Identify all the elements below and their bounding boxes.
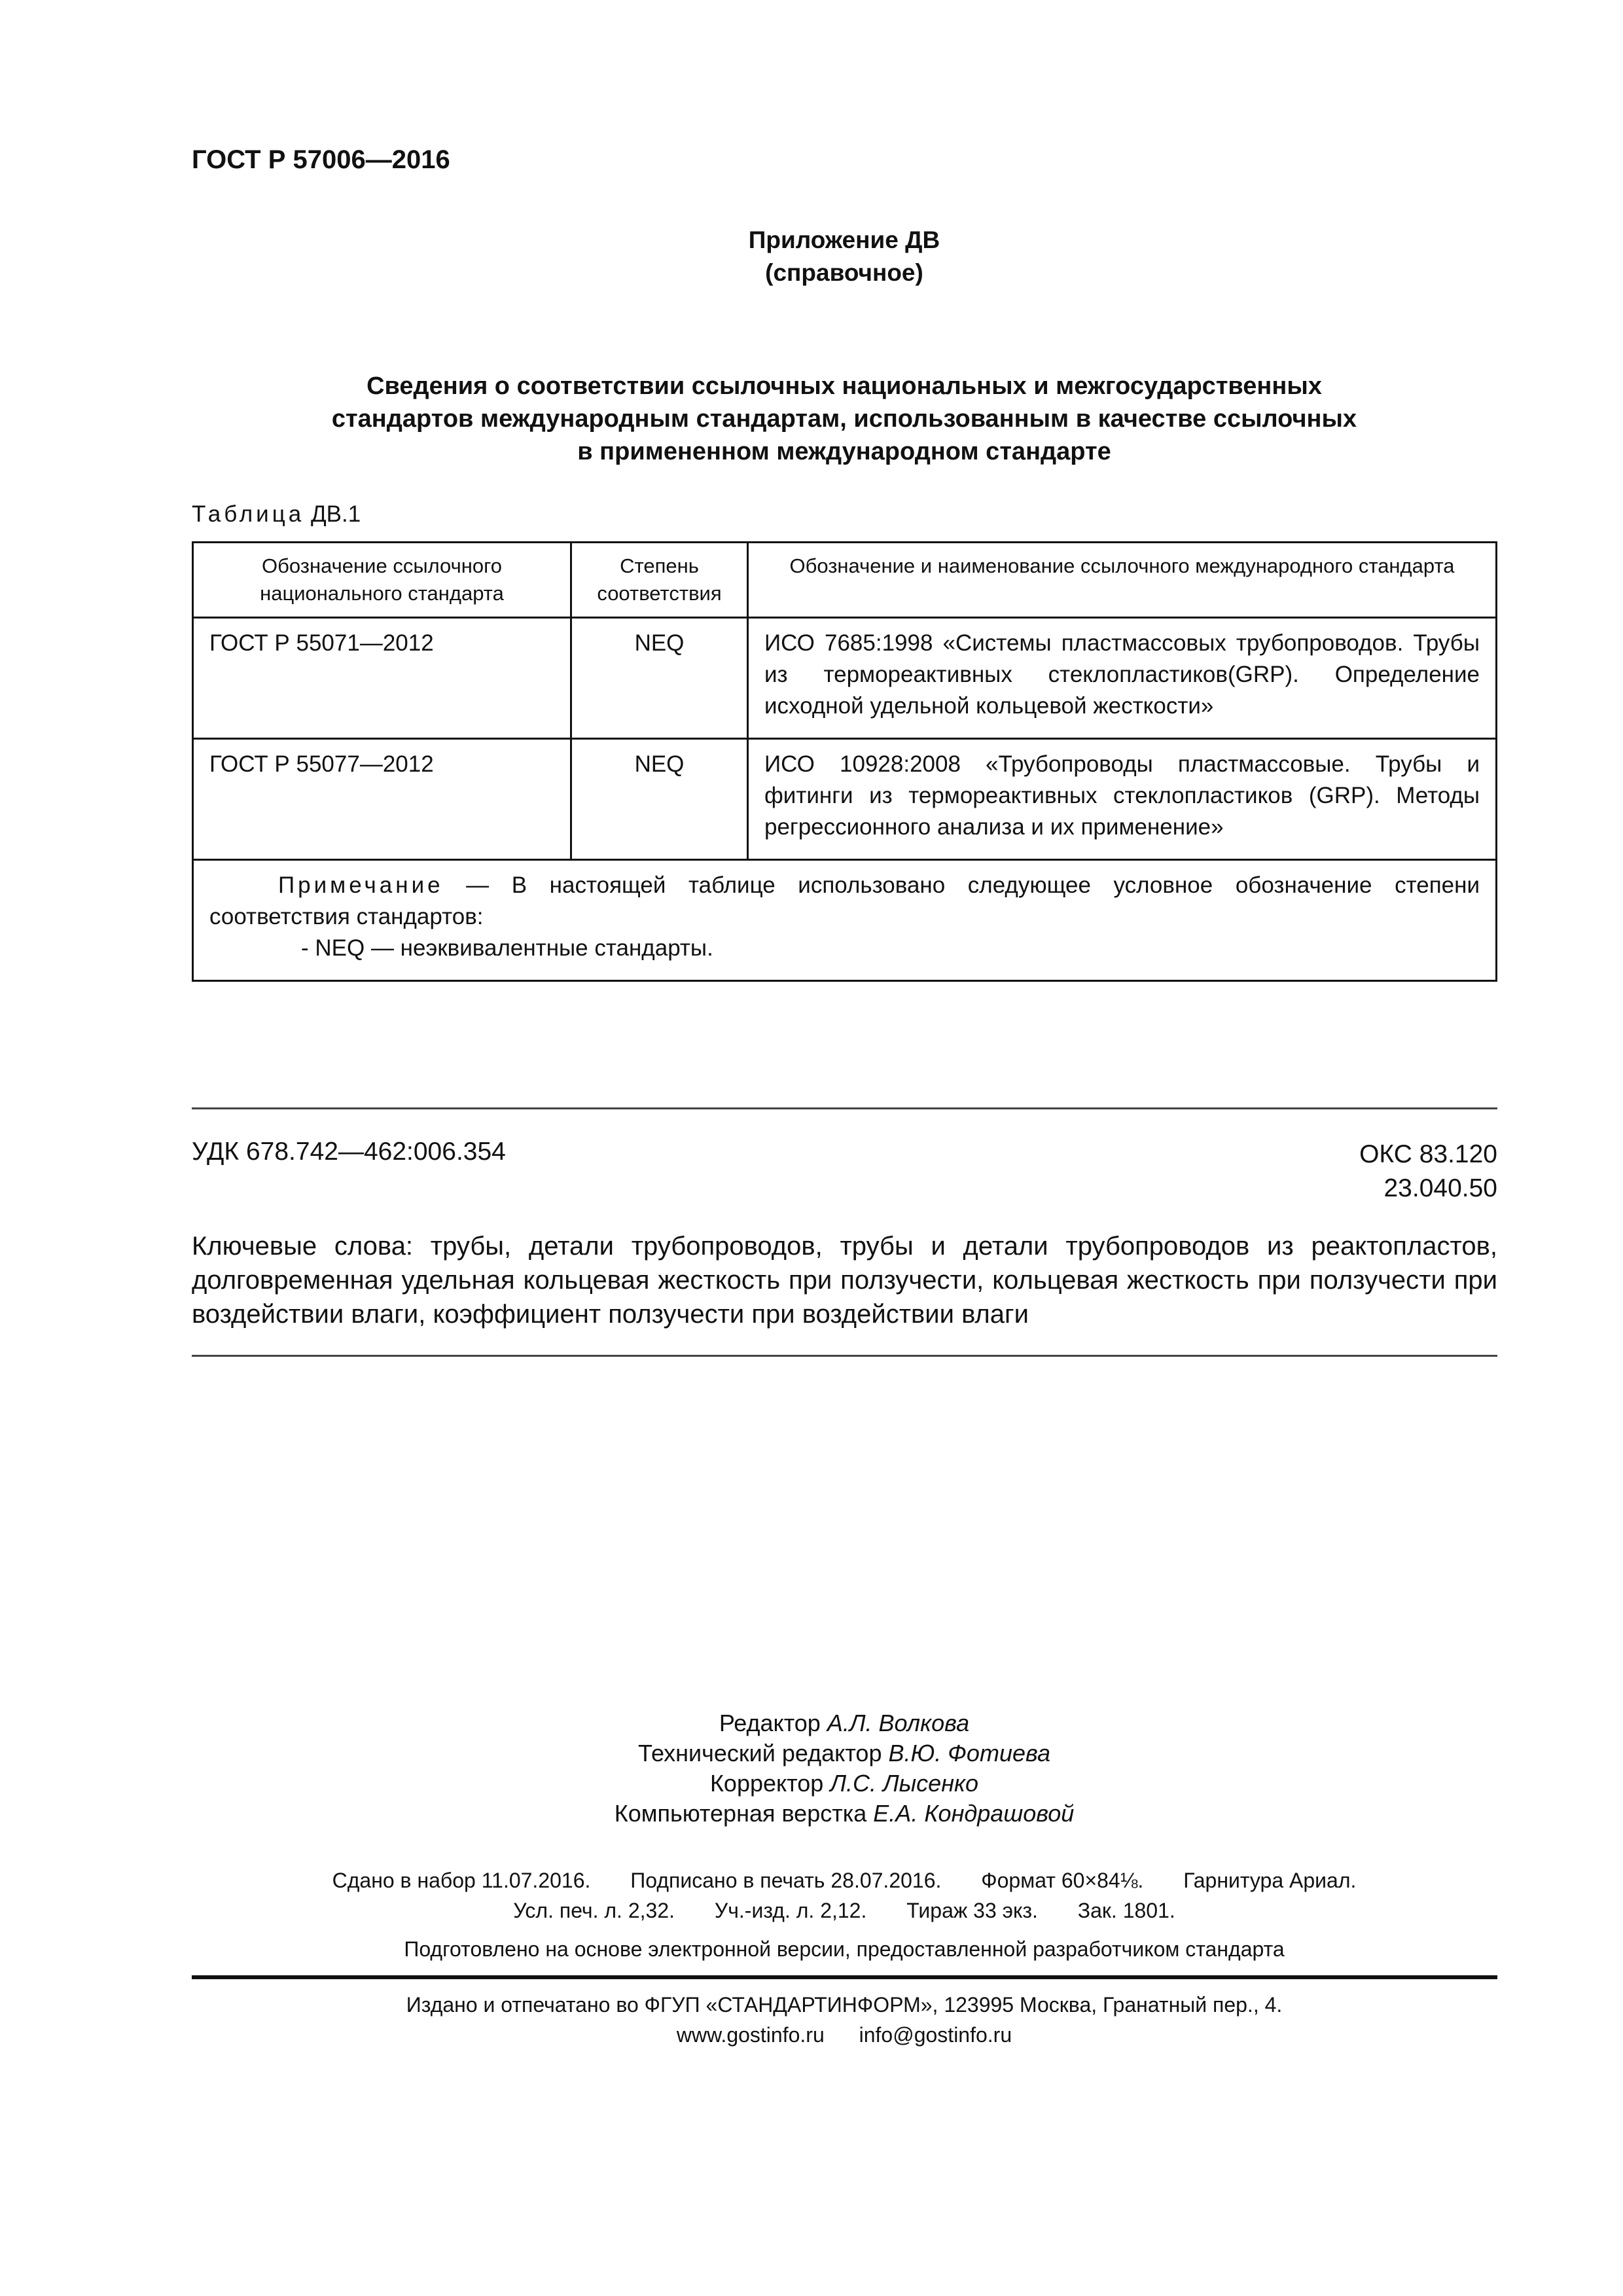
appendix-subtitle: (справочное) — [765, 259, 923, 286]
cell-degree: NEQ — [571, 739, 748, 860]
credit-role: Редактор — [719, 1710, 821, 1736]
imprint-run: Тираж 33 экз. — [906, 1899, 1038, 1922]
thick-divider — [192, 1975, 1497, 1979]
credit-line — [0, 1708, 1623, 1738]
header-degree: Степень соответствия — [571, 543, 748, 618]
credit-name: Л.С. Лысенко — [830, 1770, 979, 1797]
prepared-note: Подготовлено на основе электронной версии, предоставленной разработчиком стандарта — [404, 1937, 1285, 1961]
imprint-format: Формат 60×84⅛. — [981, 1869, 1144, 1892]
cell-international: ИСО 10928:2008 «Трубопроводы пластмассовые. Трубы и фитинги из термореактивных стеклопластиков (GRP). Методы регрессионного анализа и их применение» — [748, 739, 1497, 860]
credit-role: Корректор — [709, 1770, 824, 1797]
imprint-line — [0, 1865, 1623, 1895]
section-heading — [192, 370, 1497, 468]
heading-line: стандартов международным стандартам, использованным в качестве ссылочных — [331, 405, 1357, 433]
credits — [0, 1708, 1623, 1829]
imprint-typeface: Гарнитура Ариал. — [1183, 1869, 1357, 1892]
credit-line — [0, 1738, 1623, 1768]
oks-code — [1359, 1138, 1497, 1206]
header-national-standard: Обозначение ссылочного национального стандарта — [193, 543, 571, 618]
table-note-row — [193, 860, 1497, 981]
keywords: Ключевые слова: трубы, детали трубопроводов, трубы и детали трубопроводов из реактопластов, долговременная удельная кольцевая жесткость при ползучести, кольцевая жесткость при ползучести при воздействии влаги, коэффициент ползучести при воздействии влаги — [192, 1232, 1497, 1329]
imprint-typeset: Сдано в набор 11.07.2016. — [332, 1869, 591, 1892]
appendix-title: Приложение ДВ — [748, 226, 940, 253]
credit-name: А.Л. Волкова — [827, 1710, 970, 1736]
publisher-line: Издано и отпечатано во ФГУП «СТАНДАРТИНФОРМ», 123995 Москва, Гранатный пер., 4. — [406, 1993, 1283, 2017]
imprint-line — [0, 1895, 1623, 1926]
publisher-website: www.gostinfo.ru — [676, 2023, 825, 2047]
imprint-order: Зак. 1801. — [1077, 1899, 1175, 1922]
imprint — [0, 1865, 1623, 1926]
table-label-number: ДВ.1 — [304, 501, 361, 527]
table-header-row — [193, 543, 1497, 618]
standard-code: ГОСТ Р 57006—2016 — [192, 145, 450, 174]
publisher-contacts — [0, 2020, 1623, 2050]
credit-role: Компьютерная верстка — [614, 1800, 867, 1827]
udk-code: УДК 678.742—462:006.354 — [192, 1138, 506, 1166]
header-international-standard: Обозначение и наименование ссылочного международного стандарта — [748, 543, 1497, 618]
note-body: — В настоящей таблице использовано следующее условное обозначение степени соответствия стандартов: — [209, 872, 1480, 929]
divider — [192, 1107, 1497, 1109]
table-row — [193, 739, 1497, 860]
table-note — [193, 860, 1497, 981]
oks-line: ОКС 83.120 — [1359, 1140, 1497, 1168]
cell-national: ГОСТ Р 55077—2012 — [193, 739, 571, 860]
cell-national: ГОСТ Р 55071—2012 — [193, 618, 571, 739]
cell-degree: NEQ — [571, 618, 748, 739]
publisher — [0, 1990, 1623, 2050]
publisher-email: info@gostinfo.ru — [859, 2023, 1012, 2047]
credit-name: Е.А. Кондрашовой — [873, 1800, 1075, 1827]
imprint-print-sheets: Усл. печ. л. 2,32. — [513, 1899, 675, 1922]
imprint-pub-sheets: Уч.-изд. л. 2,12. — [714, 1899, 867, 1922]
table-label-word: Таблица — [192, 501, 305, 527]
heading-line: в примененном международном стандарте — [577, 438, 1111, 465]
note-text — [209, 870, 1480, 933]
note-item: - NEQ — неэквивалентные стандарты. — [301, 935, 713, 961]
credit-role: Технический редактор — [637, 1740, 882, 1767]
credit-name: В.Ю. Фотиева — [888, 1740, 1051, 1767]
divider — [192, 1355, 1497, 1357]
appendix-header — [0, 224, 1623, 289]
credit-line — [0, 1799, 1623, 1829]
reference-table — [192, 541, 1497, 982]
note-label: Примечание — [278, 872, 444, 898]
imprint-signed: Подписано в печать 28.07.2016. — [630, 1869, 942, 1892]
oks-line: 23.040.50 — [1383, 1174, 1497, 1202]
cell-international: ИСО 7685:1998 «Системы пластмассовых трубопроводов. Трубы из термореактивных стеклопластиков(GRP). Определение исходной удельной кольцевой жесткости» — [748, 618, 1497, 739]
table-label — [192, 501, 361, 528]
credit-line — [0, 1768, 1623, 1799]
heading-line: Сведения о соответствии ссылочных национальных и межгосударственных — [366, 372, 1322, 400]
table-row — [193, 618, 1497, 739]
